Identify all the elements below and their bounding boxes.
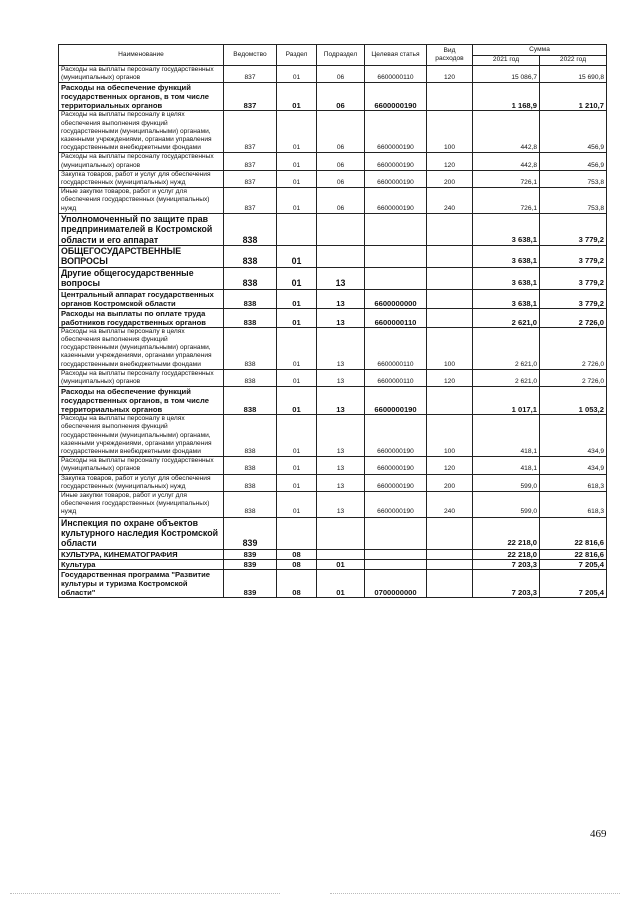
- cell-vid: [427, 213, 473, 245]
- cell-target: 6600000000: [365, 289, 427, 308]
- cell-target: 6600000190: [365, 387, 427, 415]
- cell-sum-2022: 434,9: [540, 457, 607, 474]
- cell-podrazdel: 13: [317, 491, 365, 517]
- cell-vedomstvo: 837: [224, 188, 277, 214]
- header-year-2022: 2022 год: [540, 56, 607, 66]
- cell-vid: [427, 289, 473, 308]
- cell-sum-2022: 22 816,6: [540, 517, 607, 549]
- cell-sum-2021: 3 638,1: [473, 289, 540, 308]
- cell-vedomstvo: 837: [224, 83, 277, 111]
- cell-sum-2022: 7 205,4: [540, 569, 607, 597]
- table-row: [59, 188, 607, 214]
- cell-name: Закупка товаров, работ и услуг для обеспечения государственных (муниципальных) нужд: [59, 474, 224, 491]
- cell-vid: 240: [427, 491, 473, 517]
- cell-target: 6600000110: [365, 327, 427, 369]
- cell-vedomstvo: 838: [224, 246, 277, 268]
- table-row: [59, 66, 607, 83]
- cell-podrazdel: 13: [317, 327, 365, 369]
- cell-sum-2022: 3 779,2: [540, 246, 607, 268]
- cell-podrazdel: 06: [317, 111, 365, 153]
- cell-vid: 120: [427, 369, 473, 386]
- cell-vid: 200: [427, 474, 473, 491]
- cell-razdel: 01: [277, 387, 317, 415]
- cell-sum-2022: 618,3: [540, 474, 607, 491]
- cell-sum-2021: 15 086,7: [473, 66, 540, 83]
- cell-vedomstvo: 838: [224, 267, 277, 289]
- cell-razdel: 01: [277, 111, 317, 153]
- cell-podrazdel: [317, 213, 365, 245]
- cell-razdel: 01: [277, 327, 317, 369]
- cell-target: [365, 517, 427, 549]
- cell-sum-2022: 1 053,2: [540, 387, 607, 415]
- scan-edge-noise-right: [330, 893, 620, 895]
- cell-sum-2021: 418,1: [473, 457, 540, 474]
- cell-sum-2022: 753,8: [540, 188, 607, 214]
- cell-name: Государственная программа "Развитие культуры и туризма Костромской области": [59, 569, 224, 597]
- cell-sum-2022: 1 210,7: [540, 83, 607, 111]
- cell-sum-2021: 1 017,1: [473, 387, 540, 415]
- cell-razdel: 08: [277, 549, 317, 559]
- table-row: [59, 387, 607, 415]
- cell-razdel: 01: [277, 457, 317, 474]
- table-row: [59, 83, 607, 111]
- cell-razdel: 01: [277, 188, 317, 214]
- cell-name: КУЛЬТУРА, КИНЕМАТОГРАФИЯ: [59, 549, 224, 559]
- cell-vedomstvo: 838: [224, 491, 277, 517]
- cell-vedomstvo: 839: [224, 549, 277, 559]
- cell-vid: [427, 559, 473, 569]
- cell-sum-2021: 1 168,9: [473, 83, 540, 111]
- scan-edge-noise: [10, 893, 280, 895]
- cell-vid: [427, 387, 473, 415]
- cell-razdel: 01: [277, 289, 317, 308]
- cell-name: Другие общегосударственные вопросы: [59, 267, 224, 289]
- cell-vedomstvo: 837: [224, 170, 277, 187]
- cell-vid: 120: [427, 153, 473, 170]
- cell-razdel: 01: [277, 153, 317, 170]
- cell-vid: [427, 517, 473, 549]
- header-vedomstvo: Ведомство: [224, 45, 277, 66]
- cell-sum-2022: 434,9: [540, 415, 607, 457]
- cell-target: [365, 246, 427, 268]
- cell-sum-2021: 22 218,0: [473, 549, 540, 559]
- cell-razdel: 01: [277, 474, 317, 491]
- cell-sum-2022: 2 726,0: [540, 369, 607, 386]
- cell-vedomstvo: 838: [224, 213, 277, 245]
- cell-sum-2022: 3 779,2: [540, 289, 607, 308]
- cell-sum-2021: 7 203,3: [473, 569, 540, 597]
- header-name: Наименование: [59, 45, 224, 66]
- cell-sum-2022: 7 205,4: [540, 559, 607, 569]
- cell-vedomstvo: 837: [224, 153, 277, 170]
- cell-vid: [427, 267, 473, 289]
- table-row: [59, 457, 607, 474]
- table-row: [59, 369, 607, 386]
- cell-vid: [427, 83, 473, 111]
- cell-podrazdel: 13: [317, 289, 365, 308]
- table-row: [59, 111, 607, 153]
- table-row: [59, 153, 607, 170]
- cell-target: 6600000190: [365, 457, 427, 474]
- cell-sum-2022: 456,9: [540, 111, 607, 153]
- table-row: [59, 569, 607, 597]
- cell-sum-2021: 3 638,1: [473, 213, 540, 245]
- cell-podrazdel: 13: [317, 369, 365, 386]
- table-row: [59, 267, 607, 289]
- cell-podrazdel: 06: [317, 83, 365, 111]
- cell-sum-2022: 2 726,0: [540, 327, 607, 369]
- cell-razdel: 01: [277, 267, 317, 289]
- cell-name: Инспекция по охране объектов культурного наследия Костромской области: [59, 517, 224, 549]
- cell-sum-2021: 2 621,0: [473, 369, 540, 386]
- cell-target: 6600000110: [365, 308, 427, 327]
- cell-vedomstvo: 838: [224, 308, 277, 327]
- cell-razdel: 01: [277, 83, 317, 111]
- cell-podrazdel: 06: [317, 188, 365, 214]
- cell-vedomstvo: 838: [224, 415, 277, 457]
- cell-sum-2021: 2 621,0: [473, 308, 540, 327]
- cell-podrazdel: 06: [317, 66, 365, 83]
- cell-vid: 200: [427, 170, 473, 187]
- cell-sum-2022: 618,3: [540, 491, 607, 517]
- cell-razdel: 01: [277, 170, 317, 187]
- cell-name: Расходы на обеспечение функций государственных органов, в том числе территориальных органов: [59, 83, 224, 111]
- cell-sum-2022: 456,9: [540, 153, 607, 170]
- cell-podrazdel: 13: [317, 267, 365, 289]
- cell-target: [365, 213, 427, 245]
- cell-target: 6600000190: [365, 111, 427, 153]
- cell-podrazdel: 13: [317, 387, 365, 415]
- table-row: [59, 549, 607, 559]
- cell-sum-2021: 3 638,1: [473, 267, 540, 289]
- cell-name: Центральный аппарат государственных органов Костромской области: [59, 289, 224, 308]
- cell-name: Закупка товаров, работ и услуг для обеспечения государственных (муниципальных) нужд: [59, 170, 224, 187]
- cell-sum-2022: 15 690,8: [540, 66, 607, 83]
- cell-target: 0700000000: [365, 569, 427, 597]
- cell-vedomstvo: 839: [224, 569, 277, 597]
- cell-sum-2022: 753,8: [540, 170, 607, 187]
- cell-vid: 120: [427, 66, 473, 83]
- budget-table: [58, 44, 607, 598]
- cell-podrazdel: 13: [317, 474, 365, 491]
- cell-podrazdel: 06: [317, 170, 365, 187]
- cell-vid: 100: [427, 327, 473, 369]
- cell-sum-2022: 3 779,2: [540, 213, 607, 245]
- cell-razdel: 01: [277, 415, 317, 457]
- cell-target: [365, 549, 427, 559]
- cell-name: Расходы на выплаты персоналу в целях обеспечения выполнения функций государственными (муниципальными) органами, казенными учреждениями, органами управления государственными внебюджетными фондами: [59, 111, 224, 153]
- cell-name: Иные закупки товаров, работ и услуг для обеспечения государственных (муниципальных) нужд: [59, 188, 224, 214]
- table-row: [59, 170, 607, 187]
- header-vid: Вид расходов: [427, 45, 473, 66]
- cell-target: 6600000190: [365, 415, 427, 457]
- header-summa: Сумма: [473, 45, 607, 56]
- cell-vedomstvo: 838: [224, 289, 277, 308]
- cell-sum-2021: 418,1: [473, 415, 540, 457]
- cell-name: Культура: [59, 559, 224, 569]
- cell-vedomstvo: 838: [224, 457, 277, 474]
- cell-vid: 240: [427, 188, 473, 214]
- cell-razdel: 01: [277, 246, 317, 268]
- cell-name: Расходы на выплаты персоналу государственных (муниципальных) органов: [59, 457, 224, 474]
- cell-name: Расходы на выплаты персоналу в целях обеспечения выполнения функций государственными (муниципальными) органами, казенными учреждениями, органами управления государственными внебюджетными фондами: [59, 415, 224, 457]
- table-body: [59, 66, 607, 598]
- cell-sum-2021: 3 638,1: [473, 246, 540, 268]
- cell-sum-2021: 22 218,0: [473, 517, 540, 549]
- cell-vid: [427, 308, 473, 327]
- table-row: [59, 213, 607, 245]
- cell-vid: 100: [427, 415, 473, 457]
- cell-razdel: 01: [277, 369, 317, 386]
- cell-razdel: [277, 213, 317, 245]
- cell-sum-2021: 726,1: [473, 170, 540, 187]
- cell-podrazdel: [317, 549, 365, 559]
- cell-name: Расходы на обеспечение функций государственных органов, в том числе территориальных органов: [59, 387, 224, 415]
- cell-podrazdel: 01: [317, 559, 365, 569]
- table-row: [59, 517, 607, 549]
- cell-vedomstvo: 838: [224, 474, 277, 491]
- budget-table-page: [58, 44, 606, 598]
- cell-razdel: 01: [277, 308, 317, 327]
- cell-sum-2021: 2 621,0: [473, 327, 540, 369]
- cell-name: Расходы на выплаты персоналу в целях обеспечения выполнения функций государственными (муниципальными) органами, казенными учреждениями, органами управления государственными внебюджетными фондами: [59, 327, 224, 369]
- cell-razdel: 01: [277, 66, 317, 83]
- cell-vid: [427, 549, 473, 559]
- cell-target: 6600000190: [365, 188, 427, 214]
- cell-sum-2021: 442,8: [473, 153, 540, 170]
- cell-sum-2022: 3 779,2: [540, 267, 607, 289]
- cell-vedomstvo: 838: [224, 387, 277, 415]
- cell-target: 6600000190: [365, 474, 427, 491]
- header-target: Целевая статья: [365, 45, 427, 66]
- table-row: [59, 474, 607, 491]
- cell-target: 6600000110: [365, 66, 427, 83]
- header-year-2021: 2021 год: [473, 56, 540, 66]
- cell-razdel: 08: [277, 569, 317, 597]
- cell-podrazdel: 13: [317, 457, 365, 474]
- cell-sum-2022: 2 726,0: [540, 308, 607, 327]
- cell-name: Расходы на выплаты персоналу государственных (муниципальных) органов: [59, 369, 224, 386]
- cell-razdel: 08: [277, 559, 317, 569]
- cell-name: Расходы на выплаты персоналу государственных (муниципальных) органов: [59, 66, 224, 83]
- cell-podrazdel: 13: [317, 415, 365, 457]
- cell-name: Расходы на выплаты персоналу государственных (муниципальных) органов: [59, 153, 224, 170]
- cell-podrazdel: 01: [317, 569, 365, 597]
- cell-vedomstvo: 839: [224, 559, 277, 569]
- table-row: [59, 327, 607, 369]
- table-row: [59, 246, 607, 268]
- header-razdel: Раздел: [277, 45, 317, 66]
- cell-podrazdel: [317, 246, 365, 268]
- cell-podrazdel: [317, 517, 365, 549]
- cell-target: [365, 559, 427, 569]
- table-row: [59, 308, 607, 327]
- cell-sum-2022: 22 816,6: [540, 549, 607, 559]
- cell-name: Уполномоченный по защите прав предпринимателей в Костромской области и его аппарат: [59, 213, 224, 245]
- cell-razdel: [277, 517, 317, 549]
- cell-sum-2021: 7 203,3: [473, 559, 540, 569]
- table-row: [59, 415, 607, 457]
- header-podrazdel: Подраздел: [317, 45, 365, 66]
- cell-vid: 120: [427, 457, 473, 474]
- cell-target: 6600000190: [365, 83, 427, 111]
- cell-sum-2021: 599,0: [473, 491, 540, 517]
- cell-podrazdel: 13: [317, 308, 365, 327]
- cell-sum-2021: 599,0: [473, 474, 540, 491]
- cell-podrazdel: 06: [317, 153, 365, 170]
- cell-target: 6600000190: [365, 170, 427, 187]
- cell-vid: [427, 569, 473, 597]
- cell-vedomstvo: 837: [224, 111, 277, 153]
- cell-vedomstvo: 838: [224, 369, 277, 386]
- cell-razdel: 01: [277, 491, 317, 517]
- table-row: [59, 559, 607, 569]
- cell-name: Расходы на выплаты по оплате труда работников государственных органов: [59, 308, 224, 327]
- table-row: [59, 289, 607, 308]
- cell-target: 6600000190: [365, 491, 427, 517]
- table-row: [59, 491, 607, 517]
- cell-name: ОБЩЕГОСУДАРСТВЕННЫЕ ВОПРОСЫ: [59, 246, 224, 268]
- cell-target: [365, 267, 427, 289]
- cell-target: 6600000110: [365, 369, 427, 386]
- cell-sum-2021: 726,1: [473, 188, 540, 214]
- cell-vedomstvo: 837: [224, 66, 277, 83]
- cell-vid: [427, 246, 473, 268]
- cell-vedomstvo: 838: [224, 327, 277, 369]
- cell-target: 6600000190: [365, 153, 427, 170]
- cell-sum-2021: 442,8: [473, 111, 540, 153]
- cell-vid: 100: [427, 111, 473, 153]
- cell-vedomstvo: 839: [224, 517, 277, 549]
- cell-name: Иные закупки товаров, работ и услуг для обеспечения государственных (муниципальных) нужд: [59, 491, 224, 517]
- page-number: 469: [590, 828, 607, 840]
